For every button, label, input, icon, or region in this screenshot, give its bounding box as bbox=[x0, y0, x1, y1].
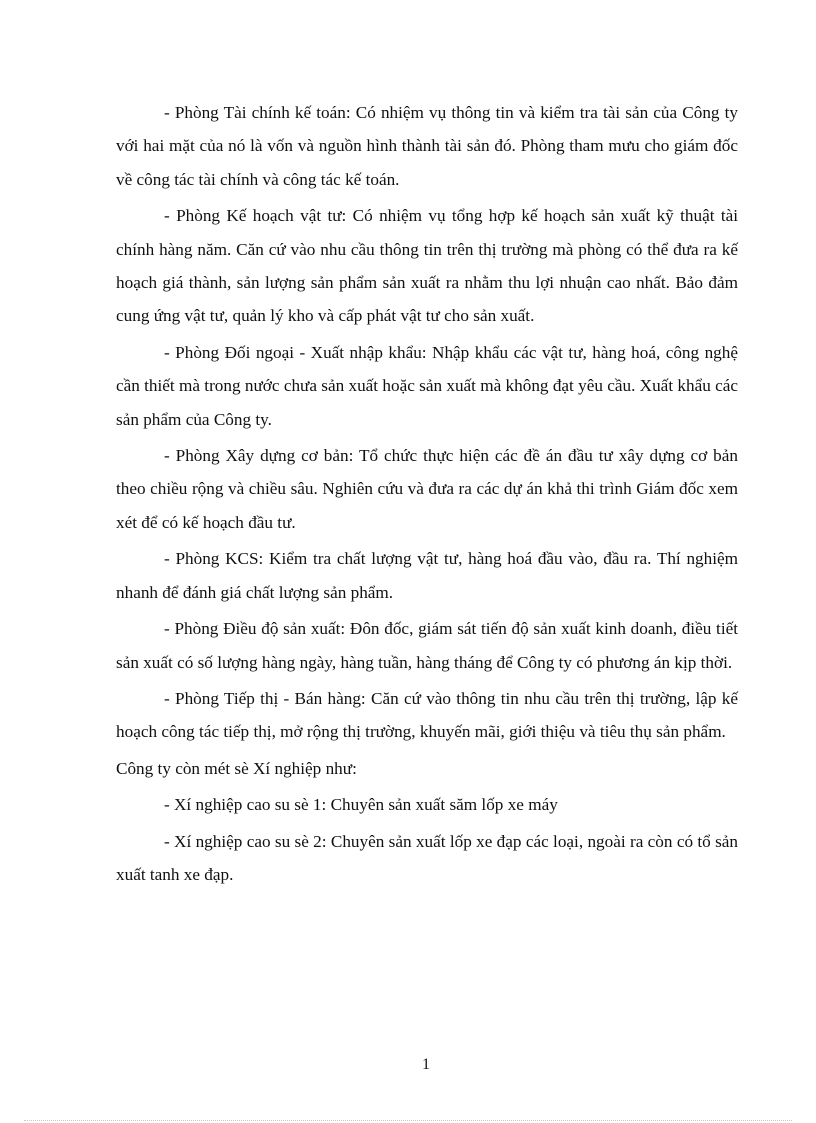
paragraph-basic-construction: - Phòng Xây dựng cơ bản: Tổ chức thực hiện các đề án đầu tư xây dựng cơ bản theo chiều rộng và chiều sâu. Nghiên cứu và đưa ra các dự án khả thi trình Giám đốc xem xét để có kế hoạch đầu tư. bbox=[116, 446, 738, 532]
paragraph-marketing-sales: - Phòng Tiếp thị - Bán hàng: Căn cứ vào thông tin nhu cầu trên thị trường, lập kế hoạch công tác tiếp thị, mở rộng thị trường, khuyến mãi, giới thiệu và tiêu thụ sản phẩm. bbox=[116, 688, 738, 742]
paragraph-enterprise-2: - Xí nghiệp cao su sè 2: Chuyên sản xuất lốp xe đạp các loại, ngoài ra còn có tổ sản xuất tanh xe đạp. bbox=[116, 831, 738, 884]
paragraph-planning-materials: - Phòng Kế hoạch vật tư: Có nhiệm vụ tổng hợp kế hoạch sản xuất kỹ thuật tài chính hàng năm. Căn cứ vào nhu cầu thông tin trên thị trường mà phòng có thể đưa ra kế hoạch giá thành, sản lượng sản phẩm sản xuất ra nhằm thu lợi nhuận cao nhất. Bảo đảm cung ứng vật tư, quản lý kho và cấp phát vật tư cho sản xuất. bbox=[116, 206, 738, 326]
footer-divider bbox=[24, 1120, 792, 1121]
paragraph-finance-accounting: - Phòng Tài chính kế toán: Có nhiệm vụ thông tin và kiểm tra tài sản của Công ty với hai mặt của nó là vốn và nguồn hình thành tài sản đó. Phòng tham mưu cho giám đốc về công tác tài chính và công tác kế toán. bbox=[116, 103, 738, 189]
paragraph-foreign-affairs: - Phòng Đối ngoại - Xuất nhập khẩu: Nhập khẩu các vật tư, hàng hoá, công nghệ cần thiết mà trong nước chưa sản xuất hoặc sản xuất mà không đạt yêu cầu. Xuất khẩu các sản phẩm của Công ty. bbox=[116, 342, 738, 429]
paragraph-enterprises-intro: Công ty còn mét sè Xí nghiệp như: bbox=[116, 758, 357, 778]
page-number: 1 bbox=[422, 1056, 430, 1073]
paragraph-enterprise-1: - Xí nghiệp cao su sè 1: Chuyên sản xuất săm lốp xe máy bbox=[164, 795, 558, 815]
document-body bbox=[116, 96, 738, 894]
paragraph-production-dispatch: - Phòng Điều độ sản xuất: Đôn đốc, giám sát tiến độ sản xuất kinh doanh, điều tiết sản xuất có số lượng hàng ngày, hàng tuần, hàng tháng để Công ty có phương án kịp thời. bbox=[116, 619, 738, 672]
paragraph-kcs: - Phòng KCS: Kiểm tra chất lượng vật tư, hàng hoá đầu vào, đầu ra. Thí nghiệm nhanh để đánh giá chất lượng sản phẩm. bbox=[116, 549, 738, 602]
